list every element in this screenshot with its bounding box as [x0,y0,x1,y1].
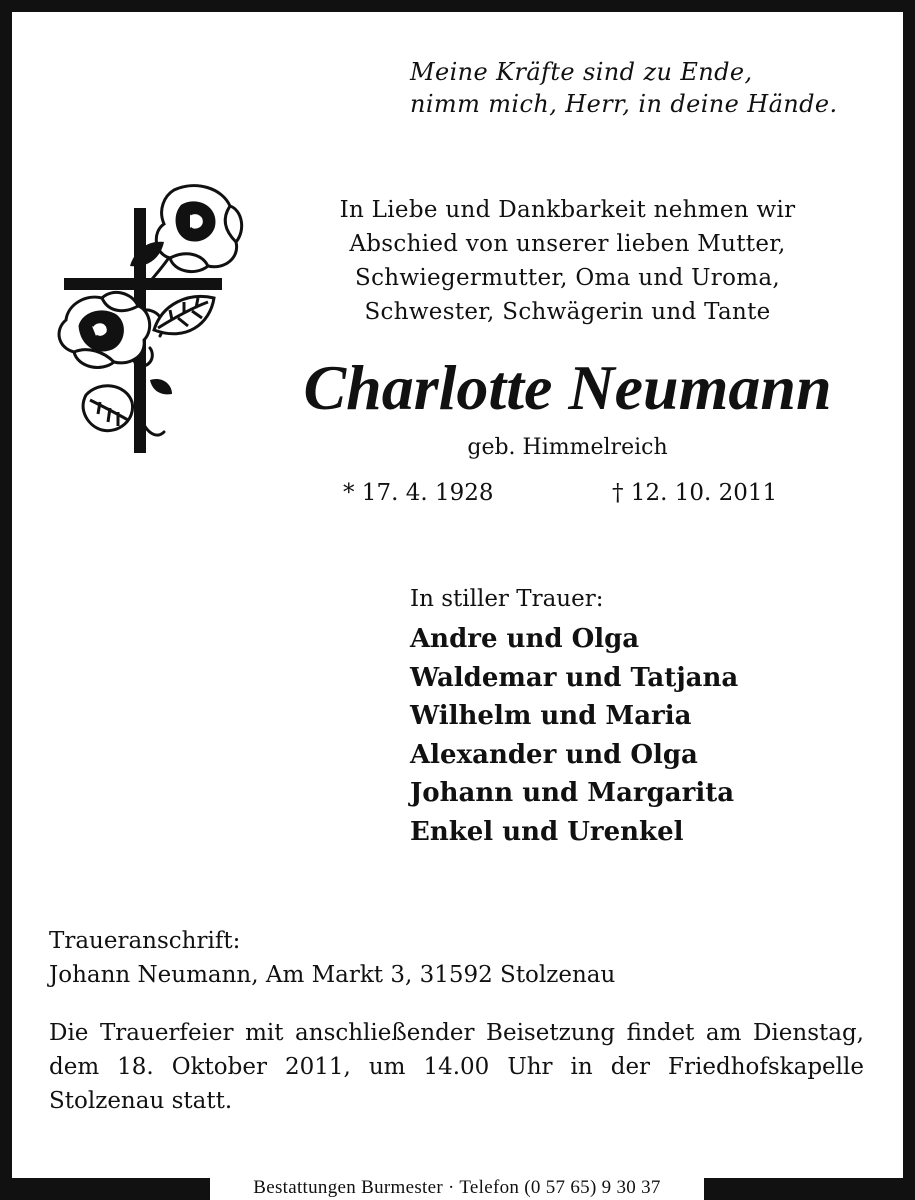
mourning-address [49,924,615,992]
intro-line: In Liebe und Dankbarkeit nehmen wir [339,197,796,223]
funeral-home-footer: Bestattungen Burmester · Telefon (0 57 65) 9 30 37 [210,1176,704,1200]
intro-line: Abschied von unserer lieben Mutter, [349,231,786,257]
address-value: Johann Neumann, Am Markt 3, 31592 Stolzenau [49,962,616,988]
death-date: † 12. 10. 2011 [612,480,778,506]
verse-line: Meine Kräfte sind zu Ende, [410,58,753,86]
mourners-heading: In stiller Trauer: [410,586,604,612]
intro-line: Schwiegermutter, Oma und Uroma, [355,265,780,291]
birth-date: * 17. 4. 1928 [343,480,494,506]
mourner-name: Waldemar und Tatjana [410,662,739,693]
intro-text [280,193,855,329]
cross-with-roses-icon [46,180,256,455]
intro-line: Schwester, Schwägerin und Tante [364,299,771,325]
mourner-name: Enkel und Urenkel [410,816,684,847]
ceremony-info: Die Trauerfeier mit anschließender Beisetzung findet am Dienstag, dem 18. Oktober 2011, um 14.00 Uhr in der Friedhofskapelle Stolzenau statt. [49,1020,864,1114]
mourner-name: Andre und Olga [410,624,640,654]
deceased-name: Charlotte Neumann [303,352,832,423]
address-label: Traueranschrift: [49,928,241,954]
mourner-name: Alexander und Olga [410,739,698,770]
verse-line: nimm mich, Herr, in deine Hände. [410,90,838,118]
verse [410,56,838,120]
mourner-name: Johann und Margarita [410,778,735,809]
maiden-name: geb. Himmelreich [467,435,668,460]
mourner-name: Wilhelm und Maria [410,701,692,732]
mourners-list [410,620,738,852]
